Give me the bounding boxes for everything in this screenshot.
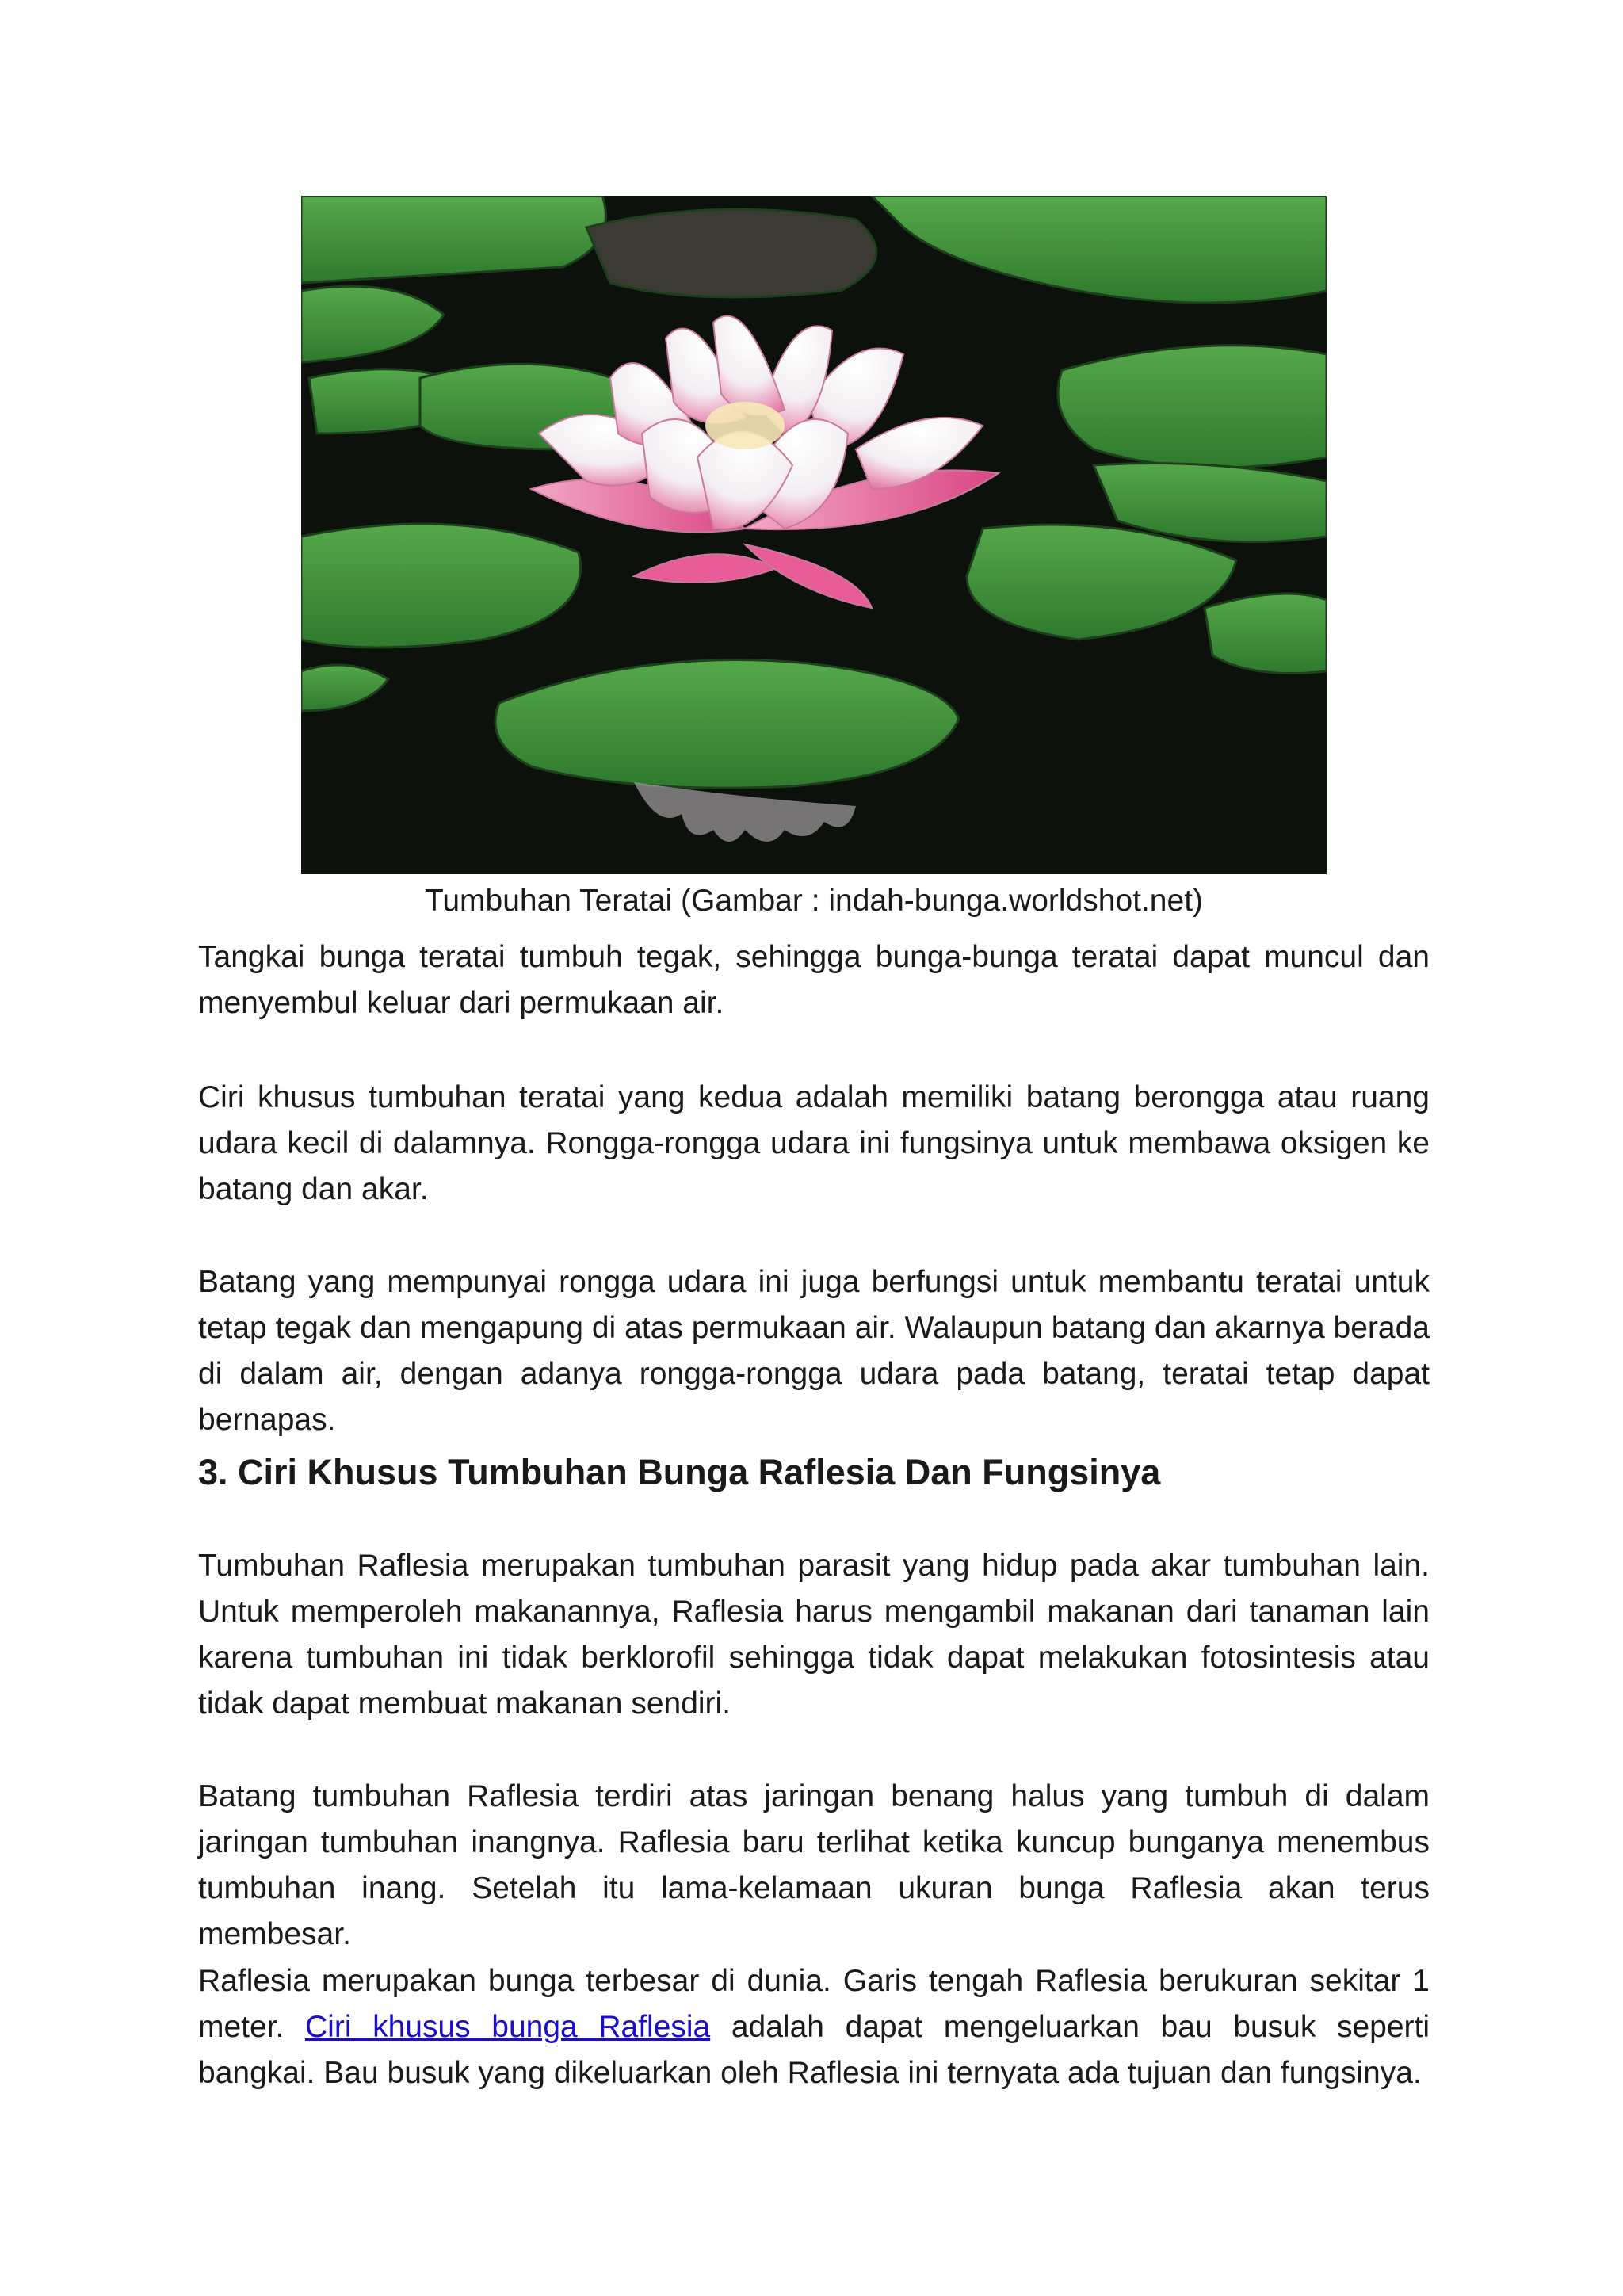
paragraph-rongga-udara: Batang yang mempunyai rongga udara ini juga berfungsi untuk membantu teratai untuk tetap tegak dan mengapung di atas permukaan air. Walaupun batang dan akarnya berada di dalam air, dengan adanya rongga-rongga udara pada batang, teratai tetap dapat bernapas. [198,1265,1430,1437]
paragraph-text-before-link: Raflesia merupakan bunga terbesar di dunia. Garis tengah Raflesia berukuran sekitar 1 meter. [198,1964,1430,2044]
paragraph-text-after-link: adalah dapat mengeluarkan bau busuk seperti bangkai. Bau busuk yang dikeluarkan oleh Raflesia ini ternyata ada tujuan dan fungsinya. [198,2010,1430,2090]
raflesia-link[interactable]: Ciri khusus bunga Raflesia [305,2010,711,2044]
figure-caption: Tumbuhan Teratai (Gambar : indah-bunga.worldshot.net) [424,884,1204,918]
lotus-image [301,196,1327,874]
section-heading-raflesia: 3. Ciri Khusus Tumbuhan Bunga Raflesia Dan Fungsinya [198,1452,1161,1492]
paragraph-batang-berongga: Ciri khusus tumbuhan teratai yang kedua adalah memiliki batang berongga atau ruang udara kecil di dalamnya. Rongga-rongga udara ini fungsinya untuk membawa oksigen ke batang dan akar. [198,1080,1430,1206]
paragraph-tangkai: Tangkai bunga teratai tumbuh tegak, sehingga bunga-bunga teratai dapat muncul dan menyembul keluar dari permukaan air. [198,940,1430,1020]
paragraph-raflesia-terbesar [198,1958,1430,2096]
paragraph-raflesia-parasit: Tumbuhan Raflesia merupakan tumbuhan parasit yang hidup pada akar tumbuhan lain. Untuk memperoleh makanannya, Raflesia harus mengambil makanan dari tanaman lain karena tumbuhan ini tidak berklorofil sehingga tidak dapat melakukan fotosintesis atau tidak dapat membuat makanan sendiri. [198,1549,1430,1721]
paragraph-raflesia-batang: Batang tumbuhan Raflesia terdiri atas jaringan benang halus yang tumbuh di dalam jaringan tumbuhan inangnya. Raflesia baru terlihat ketika kuncup bunganya menembus tumbuhan inang. Setelah itu lama-kelamaan ukuran bunga Raflesia akan terus membesar. [198,1779,1430,1951]
lotus-photo [301,196,1327,874]
